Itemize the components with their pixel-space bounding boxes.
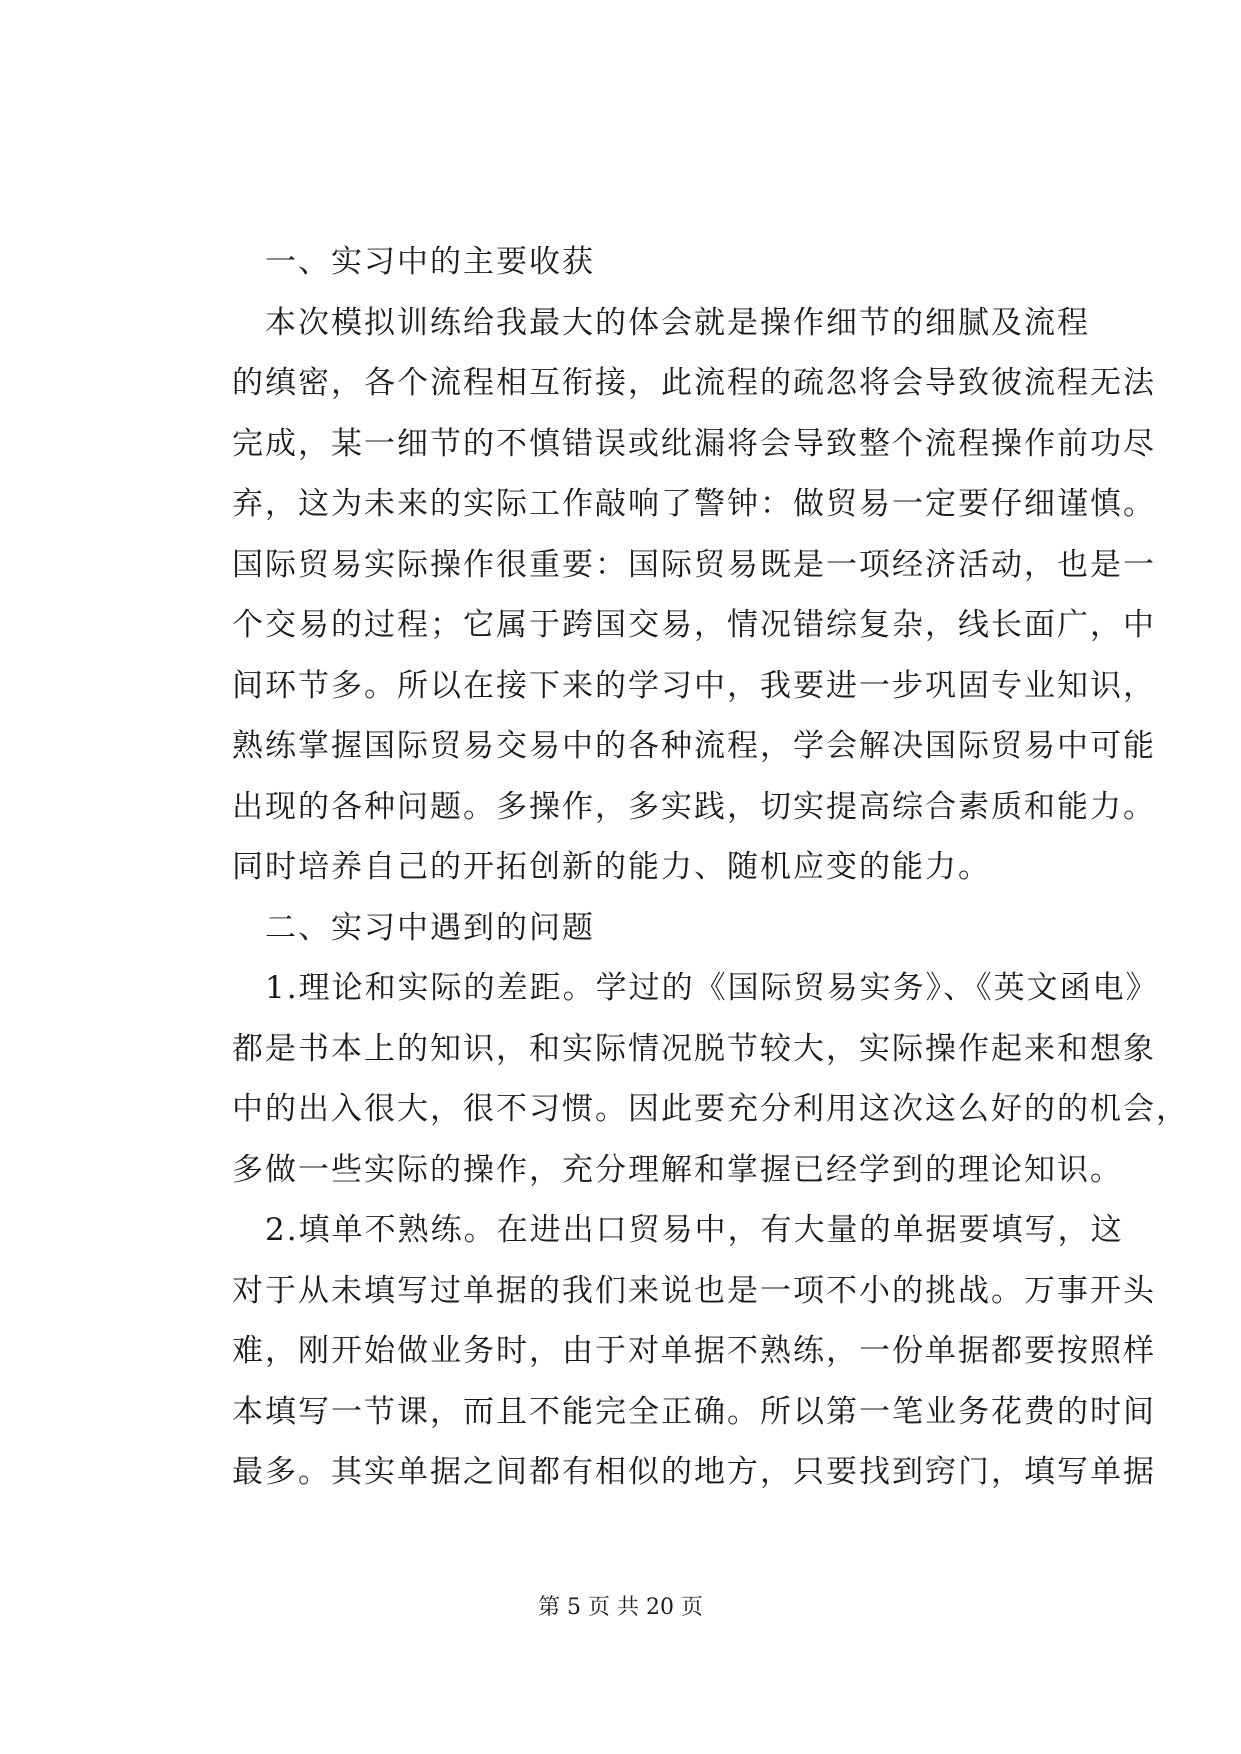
paragraph-line: 本次模拟训练给我最大的体会就是操作细节的细腻及流程	[232, 304, 1090, 341]
paragraph-line: 间环节多。所以在接下来的学习中，我要进一步巩固专业知识，	[232, 667, 1156, 704]
section-heading-2: 二、实习中遇到的问题	[232, 909, 595, 946]
paragraph-line: 本填写一节课，而且不能完全正确。所以第一笔业务花费的时间	[232, 1393, 1156, 1430]
paragraph-line: 完成，某一细节的不慎错误或纰漏将会导致整个流程操作前功尽	[232, 425, 1156, 462]
paragraph-line: 出现的各种问题。多操作，多实践，切实提高综合素质和能力。	[232, 788, 1156, 825]
paragraph-line: 的缜密，各个流程相互衔接，此流程的疏忽将会导致彼流程无法	[232, 365, 1156, 401]
paragraph-line: 2.填单不熟练。在进出口贸易中，有大量的单据要填写，这	[232, 1212, 1124, 1248]
paragraph-line: 最多。其实单据之间都有相似的地方，只要找到窍门，填写单据	[232, 1454, 1156, 1490]
paragraph-line: 熟练掌握国际贸易交易中的各种流程，学会解决国际贸易中可能	[232, 728, 1156, 764]
section-heading-1: 一、实习中的主要收获	[232, 244, 595, 280]
paragraph-line: 多做一些实际的操作，充分理解和掌握已经学到的理论知识。	[232, 1151, 1123, 1188]
paragraph-line: 中的出入很大，很不习惯。因此要充分利用这次这么好的的机会，	[232, 1091, 1189, 1127]
page-number-footer: 第 5 页 共 20 页	[538, 1595, 703, 1620]
paragraph-line: 弃，这为未来的实际工作敲响了警钟：做贸易一定要仔细谨慎。	[232, 486, 1156, 522]
paragraph-line: 1.理论和实际的差距。学过的《国际贸易实务》、《英文函电》	[232, 970, 1159, 1006]
paragraph-line: 个交易的过程；它属于跨国交易，情况错综复杂，线长面广，中	[232, 607, 1156, 643]
paragraph-line: 对于从未填写过单据的我们来说也是一项不小的挑战。万事开头	[232, 1272, 1156, 1309]
paragraph-line: 都是书本上的知识，和实际情况脱节较大，实际操作起来和想象	[232, 1030, 1156, 1067]
document-body	[232, 232, 1189, 1503]
paragraph-line: 难，刚开始做业务时，由于对单据不熟练，一份单据都要按照样	[232, 1333, 1156, 1369]
paragraph-line: 同时培养自己的开拓创新的能力、随机应变的能力。	[232, 849, 991, 885]
paragraph-line: 国际贸易实际操作很重要：国际贸易既是一项经济活动，也是一	[232, 546, 1156, 583]
